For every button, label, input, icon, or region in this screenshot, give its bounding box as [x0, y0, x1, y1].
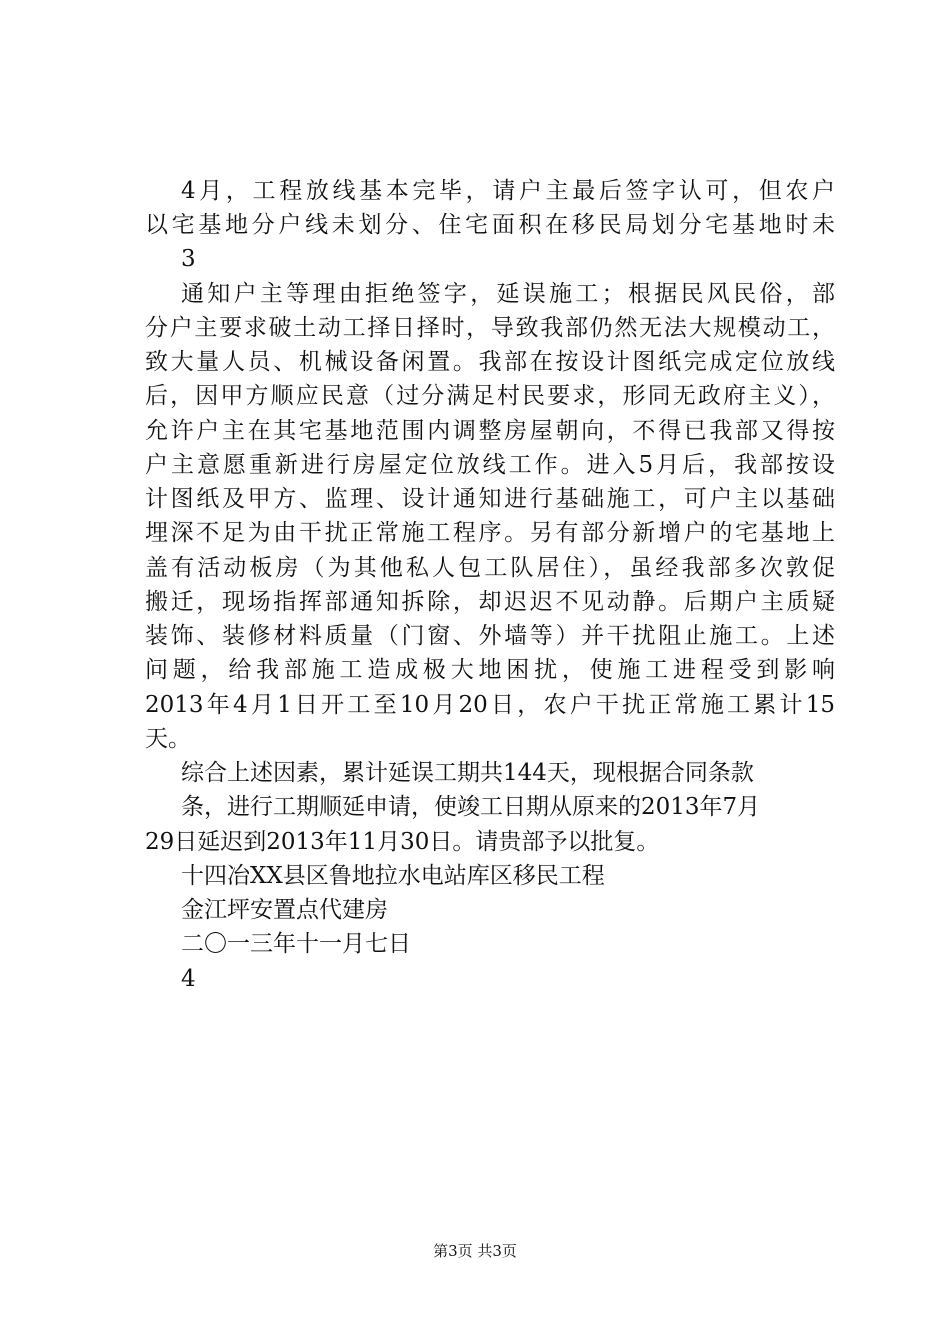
signature-project: 金江坪安置点代建房 — [181, 897, 388, 923]
paragraph-line: 计图纸及甲方、监理、设计通知进行基础施工，可户主以基础 — [145, 486, 835, 512]
paragraph-line: 4月，工程放线基本完毕，请户主最后签字认可，但农户 — [181, 178, 835, 204]
signature-organization: 十四冶XX县区鲁地拉水电站库区移民工程 — [181, 863, 605, 889]
paragraph-line: 条，进行工期顺延申请，使竣工日期从原来的2013年7月 — [181, 794, 761, 820]
page-footer: 第3页 共3页 — [433, 1242, 517, 1260]
paragraph-line: 装饰、装修材料质量（门窗、外墙等）并干扰阻止施工。上述 — [145, 623, 835, 649]
paragraph-line: 后，因甲方顺应民意（过分满足村民要求，形同无政府主义）， — [145, 383, 835, 409]
paragraph-line: 综合上述因素，累计延误工期共144天，现根据合同条款 — [181, 760, 754, 786]
paragraph-line: 盖有活动板房（为其他私人包工队居住），虽经我部多次敦促 — [145, 555, 835, 581]
paragraph-line: 通知户主等理由拒绝签字，延误施工；根据民风民俗，部 — [181, 281, 835, 307]
page-number-marker: 3 — [181, 246, 196, 272]
signature-date: 二〇一三年十一月七日 — [181, 931, 411, 957]
paragraph-line: 分户主要求破土动工择日择时，导致我部仍然无法大规模动工， — [145, 315, 835, 341]
paragraph-line: 埋深不足为由干扰正常施工程序。另有部分新增户的宅基地上 — [145, 520, 835, 546]
page-number-marker: 4 — [181, 966, 196, 992]
paragraph-line: 致大量人员、机械设备闲置。我部在按设计图纸完成定位放线 — [145, 349, 835, 375]
paragraph-line: 允许户主在其宅基地范围内调整房屋朝向，不得已我部又得按 — [145, 418, 835, 444]
paragraph-line: 29日延迟到2013年11月30日。请贵部予以批复。 — [145, 829, 660, 855]
paragraph-line: 天。 — [145, 726, 191, 752]
paragraph-line: 以宅基地分户线未划分、住宅面积在移民局划分宅基地时未 — [145, 212, 835, 238]
paragraph-line: 户主意愿重新进行房屋定位放线工作。进入5月后，我部按设 — [145, 452, 835, 478]
paragraph-line: 2013年4月1日开工至10月20日，农户干扰正常施工累计15 — [145, 692, 835, 718]
paragraph-line: 搬迁，现场指挥部通知拆除，却迟迟不见动静。后期户主质疑 — [145, 589, 835, 615]
paragraph-line: 问题，给我部施工造成极大地困扰，使施工进程受到影响 — [145, 657, 835, 683]
